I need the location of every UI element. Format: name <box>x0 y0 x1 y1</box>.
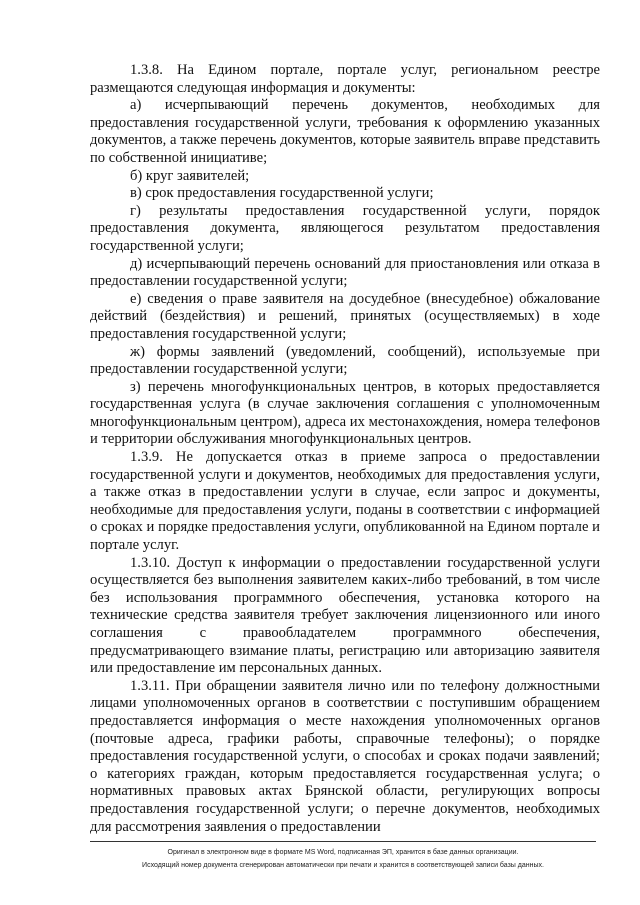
list-item-d: д) исчерпывающий перечень оснований для приостановления или отказа в предоставлении государственной услуги; <box>90 255 600 290</box>
list-item-g: г) результаты предоставления государственной услуги, порядок предоставления документа, являющегося результатом предоставления государственной услуги; <box>90 202 600 254</box>
list-item-a: а) исчерпывающий перечень документов, необходимых для предоставления государственной услуги, требования к оформлению указанных документов, а также перечень документов, которые заявитель вправе представить по собственной инициативе; <box>90 97 600 166</box>
paragraph-1-3-10: 1.3.10. Доступ к информации о предоставлении государственной услуги осуществляется без выполнения заявителем каких-либо требований, в том числе без использования программного обеспечения, установка которого на технические средства заявителя требует заключения лицензионного или иного соглашения с правообладателем программного обеспечения, предусматривающего взимание платы, регистрацию или авторизацию заявителя или предоставление им персональных данных. <box>90 554 600 677</box>
paragraph-1-3-8: 1.3.8. На Едином портале, портале услуг, региональном реестре размещаются следующая информация и документы: <box>90 62 600 96</box>
document-body <box>90 62 600 836</box>
footer-line-original-note: Оригинал в электронном виде в формате MS Word, подписанная ЭП, хранится в базе данных организации. <box>167 849 519 856</box>
list-item-b: б) круг заявителей; <box>130 167 250 184</box>
footer-divider <box>90 841 596 842</box>
list-item-z: з) перечень многофункциональных центров, в которых предоставляется государственная услуга (в случае заключения соглашения с уполномоченным многофункциональным центром), адреса их местонахождения, номера телефонов и территории обслуживания многофункциональных центров. <box>90 378 600 448</box>
list-item-e: е) сведения о праве заявителя на досудебное (внесудебное) обжалование действий (бездействия) и решений, принятых (осуществляемых) в ходе предоставления государственной услуги; <box>90 290 600 342</box>
paragraph-1-3-9: 1.3.9. Не допускается отказ в приеме запроса о предоставлении государственной услуги и документов, необходимых для предоставления услуги, а также отказ в предоставлении услуги в случае, если запрос и документы, необходимые для предоставления услуги, поданы в соответствии с информацией о сроках и порядке предоставления услуги, опубликованной на Едином портале и портале услуг. <box>90 449 600 554</box>
list-item-zh: ж) формы заявлений (уведомлений, сообщений), используемые при предоставлении государственной услуги; <box>90 343 600 378</box>
paragraph-1-3-11: 1.3.11. При обращении заявителя лично или по телефону должностными лицами уполномоченных органов в соответствии с поступившим обращением предоставляется информация о месте нахождения уполномоченных органов (почтовые адреса, графики работы, справочные телефоны); о порядке предоставления государственной услуги, о способах и сроках подачи заявлений; о категориях граждан, которым предоставляется государственная услуга; о нормативных правовых актах Брянской области, регулирующих вопросы предоставления государственной услуги; о перечне документов, необходимых для рассмотрения заявления о предоставлении <box>90 677 600 835</box>
page-footer <box>90 846 596 872</box>
footer-line-number-note: Исходящий номер документа сгенерирован автоматически при печати и хранится в соответствующей записи базы данных. <box>142 862 544 869</box>
list-item-v: в) срок предоставления государственной услуги; <box>130 185 434 202</box>
